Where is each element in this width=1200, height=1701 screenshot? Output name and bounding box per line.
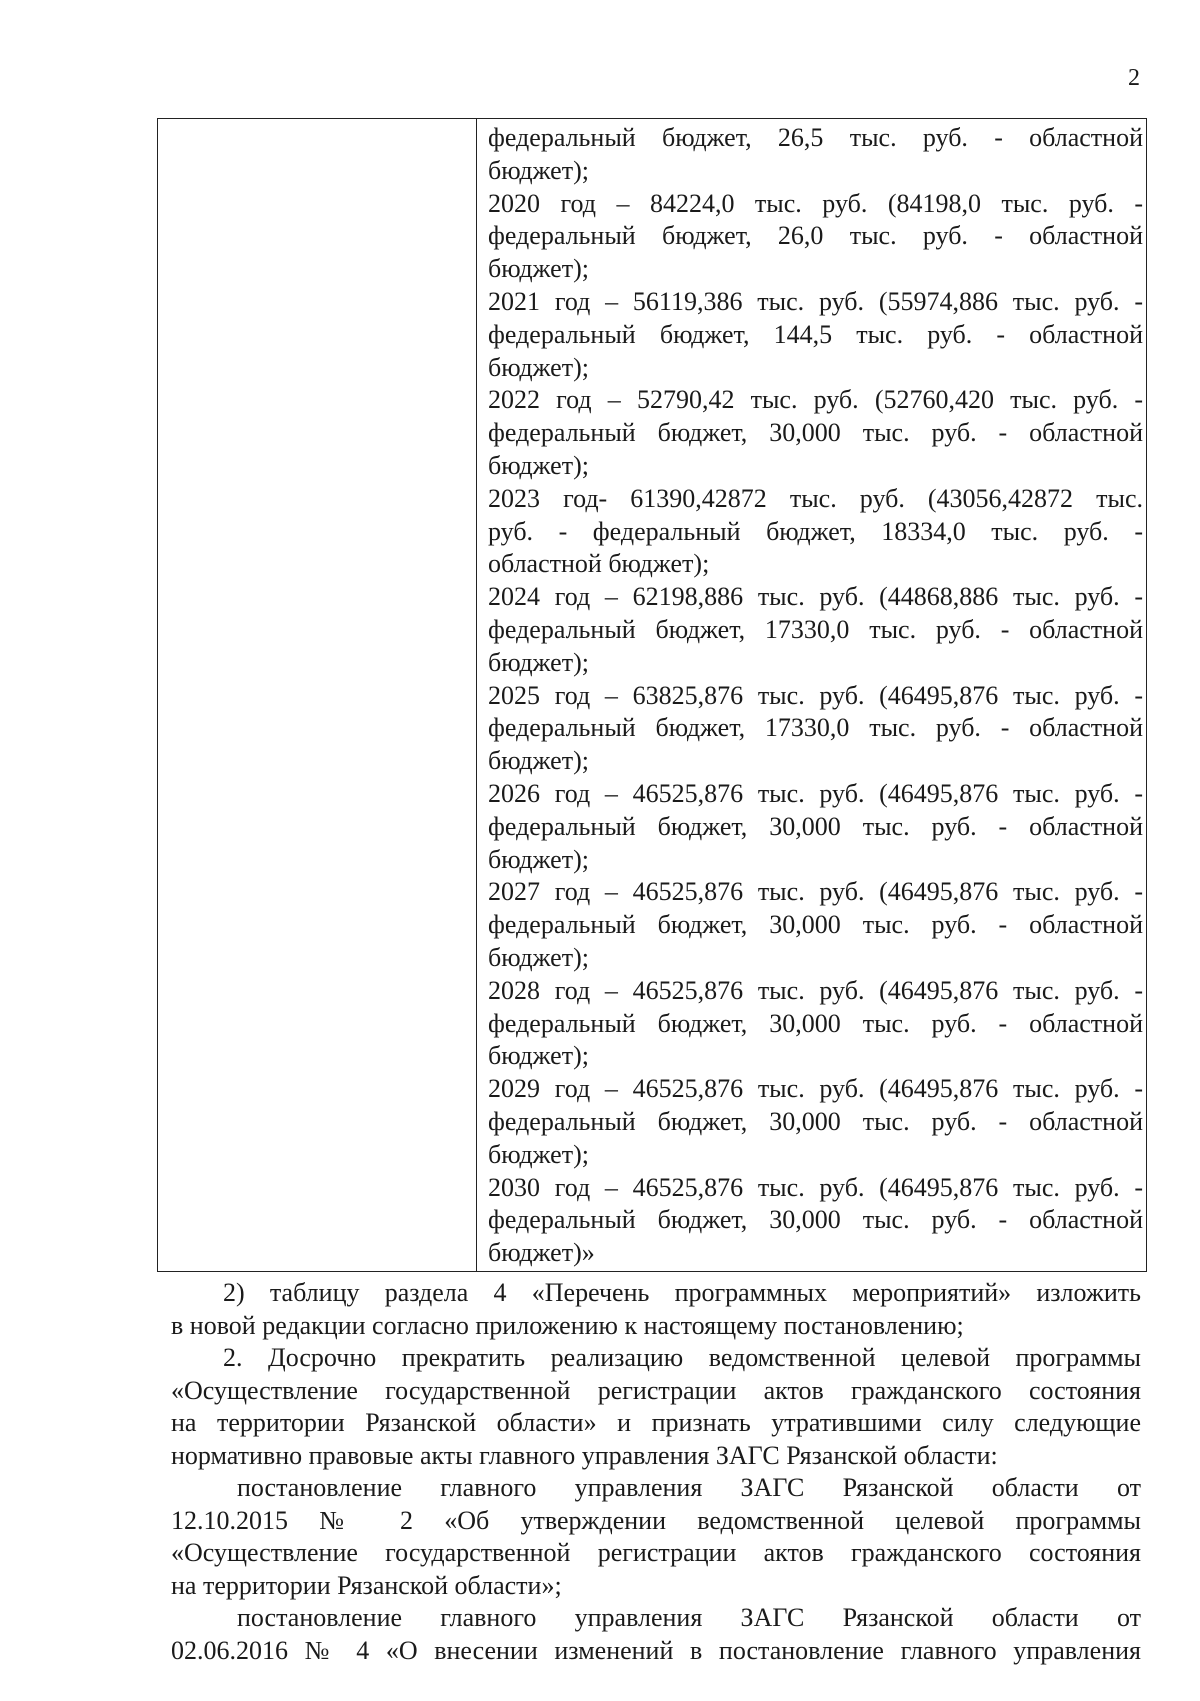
paragraph-line: 02.06.2016 № 4 «О внесении изменений в постановление главного управления: [171, 1635, 1141, 1665]
cell-line: 2025 год – 63825,876 тыс. руб. (46495,876 тыс. руб. -: [488, 680, 1143, 710]
paragraph-line: «Осуществление государственной регистрации актов гражданского состояния: [171, 1538, 1141, 1567]
cell-line: федеральный бюджет, 30,000 тыс. руб. - областной: [488, 1008, 1143, 1038]
page-number: 2: [1128, 65, 1140, 91]
paragraph-line: 12.10.2015 № 2 «Об утверждении ведомственной целевой программы: [171, 1505, 1141, 1535]
cell-line: 2022 год – 52790,42 тыс. руб. (52760,420 тыс. руб. -: [488, 385, 1143, 415]
paragraph-line: 2) таблицу раздела 4 «Перечень программных мероприятий» изложить: [223, 1278, 1141, 1307]
cell-line: 2020 год – 84224,0 тыс. руб. (84198,0 тыс. руб. -: [488, 188, 1143, 218]
cell-line: федеральный бюджет, 30,000 тыс. руб. - областной: [488, 910, 1143, 940]
cell-line: бюджет);: [488, 844, 589, 874]
cell-line: 2027 год – 46525,876 тыс. руб. (46495,876 тыс. руб. -: [488, 877, 1143, 907]
cell-line: бюджет);: [488, 1139, 589, 1169]
cell-line: федеральный бюджет, 17330,0 тыс. руб. - областной: [488, 614, 1143, 644]
cell-line: федеральный бюджет, 30,000 тыс. руб. - областной: [488, 1205, 1143, 1235]
paragraph-line: в новой редакции согласно приложению к настоящему постановлению;: [171, 1310, 964, 1340]
cell-line: федеральный бюджет, 30,000 тыс. руб. - областной: [488, 418, 1143, 448]
cell-line: 2029 год – 46525,876 тыс. руб. (46495,876 тыс. руб. -: [488, 1074, 1143, 1104]
cell-line: руб. - федеральный бюджет, 18334,0 тыс. руб. -: [488, 516, 1143, 546]
cell-line: областной бюджет);: [488, 549, 710, 579]
cell-line: бюджет);: [488, 352, 589, 382]
cell-line: 2028 год – 46525,876 тыс. руб. (46495,876 тыс. руб. -: [488, 975, 1143, 1005]
paragraph-line: постановление главного управления ЗАГС Рязанской области от: [237, 1603, 1141, 1632]
cell-line: федеральный бюджет, 30,000 тыс. руб. - областной: [488, 811, 1143, 841]
cell-line: федеральный бюджет, 17330,0 тыс. руб. - областной: [488, 713, 1143, 743]
cell-line: федеральный бюджет, 26,5 тыс. руб. - областной: [488, 123, 1143, 152]
cell-line: бюджет)»: [488, 1238, 595, 1268]
paragraph-line: нормативно правовые акты главного управления ЗАГС Рязанской области:: [171, 1440, 998, 1470]
cell-line: федеральный бюджет, 30,000 тыс. руб. - областной: [488, 1106, 1143, 1136]
cell-line: 2023 год- 61390,42872 тыс. руб. (43056,42872 тыс.: [488, 483, 1143, 513]
cell-line: бюджет);: [488, 942, 589, 972]
paragraph-line: на территории Рязанской области»;: [171, 1570, 562, 1600]
cell-line: федеральный бюджет, 144,5 тыс. руб. - областной: [488, 319, 1143, 349]
cell-line: 2021 год – 56119,386 тыс. руб. (55974,886 тыс. руб. -: [488, 286, 1143, 316]
paragraph-line: «Осуществление государственной регистрации актов гражданского состояния: [171, 1375, 1141, 1405]
paragraph-line: на территории Рязанской области» и признать утратившими силу следующие: [171, 1408, 1141, 1437]
table-right-cell: [488, 122, 1143, 1270]
cell-line: бюджет);: [488, 1041, 589, 1071]
paragraph-line: постановление главного управления ЗАГС Рязанской области от: [237, 1473, 1141, 1502]
paragraph-line: 2. Досрочно прекратить реализацию ведомственной целевой программы: [223, 1343, 1141, 1372]
table-column-divider: [476, 118, 477, 1272]
cell-line: 2024 год – 62198,886 тыс. руб. (44868,886 тыс. руб. -: [488, 582, 1143, 612]
cell-line: 2026 год – 46525,876 тыс. руб. (46495,876 тыс. руб. -: [488, 778, 1143, 808]
cell-line: бюджет);: [488, 155, 589, 185]
cell-line: бюджет);: [488, 746, 589, 776]
document-body: [171, 1277, 1141, 1667]
cell-line: 2030 год – 46525,876 тыс. руб. (46495,876 тыс. руб. -: [488, 1172, 1143, 1202]
cell-line: бюджет);: [488, 254, 589, 284]
cell-line: бюджет);: [488, 450, 589, 480]
cell-line: федеральный бюджет, 26,0 тыс. руб. - областной: [488, 221, 1143, 251]
cell-line: бюджет);: [488, 647, 589, 677]
